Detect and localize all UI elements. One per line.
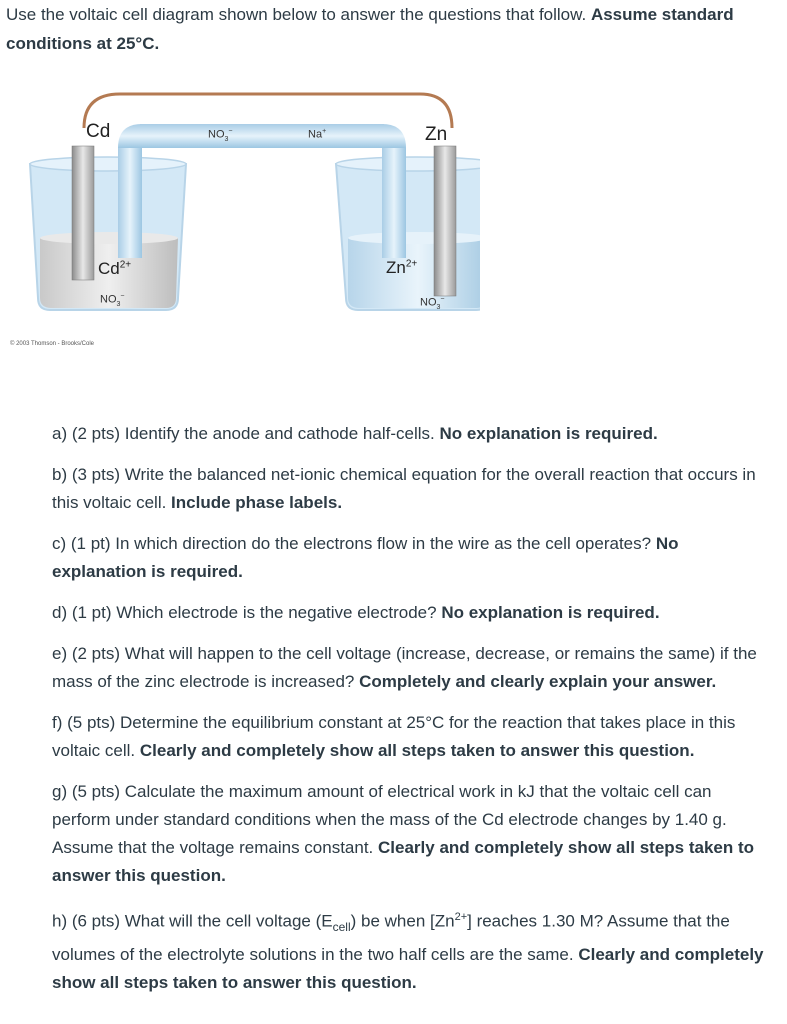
question-c: c) (1 pt) In which direction do the electrons flow in the wire as the cell operates? No explanation is required. bbox=[52, 534, 679, 581]
question-g: g) (5 pts) Calculate the maximum amount of electrical work in kJ that the voltaic cell can perform under standard conditions when the mass of the Cd electrode changes by 1.40 g. Assume that the voltage remains constant. Clearly and completely show all steps taken to answer this question. bbox=[52, 782, 755, 885]
zn-ion-label: $Zn^{2+}$ bbox=[386, 258, 418, 277]
image-credit: © 2003 Thomson - Brooks/Cole bbox=[10, 341, 95, 347]
zn-electrode bbox=[434, 146, 456, 296]
zn-electrode-label: Zn bbox=[425, 124, 448, 145]
voltaic-cell-diagram bbox=[0, 88, 480, 348]
question-h: h) (6 pts) What will the cell voltage $(E_{cell})$ be when $[Zn^{2+}]$ reaches 1.30 M? Assume that the volumes of the electrolyte solutions in the two half cells are the same. Clearly and completely show all steps taken to answer this question. bbox=[52, 911, 764, 993]
cd-electrode-label: Cd bbox=[86, 121, 111, 142]
question-e: e) (2 pts) What will happen to the cell voltage (increase, decrease, or remains the same) if the mass of the zinc electrode is increased? Completely and clearly explain your answer. bbox=[52, 644, 757, 691]
external-wire bbox=[84, 94, 452, 128]
bridge-cation-label: Na+ bbox=[308, 128, 327, 141]
bridge-anion-label: $NO_3^-$ bbox=[208, 128, 233, 143]
question-d: d) (1 pt) Which electrode is the negative electrode? No explanation is required. bbox=[52, 603, 660, 622]
right-nitrate-label: $NO_3^-$ bbox=[420, 296, 445, 311]
cd-electrode bbox=[72, 146, 94, 280]
intro-bold: Assume standard conditions at 25°C. bbox=[6, 5, 734, 53]
intro-paragraph bbox=[6, 0, 776, 58]
intro-text: Use the voltaic cell diagram shown below to answer the questions that follow. bbox=[6, 5, 591, 24]
question-f: f) (5 pts) Determine the equilibrium constant at 25°C for the reaction that takes place in this voltaic cell. Clearly and completely show all steps taken to answer this question. bbox=[52, 713, 736, 760]
question-a: a) (2 pts) Identify the anode and cathode half-cells. No explanation is required. bbox=[52, 424, 658, 443]
question-b: b) (3 pts) Write the balanced net-ionic chemical equation for the overall reaction that occurs in this voltaic cell. Include phase labels. bbox=[52, 465, 756, 512]
questions-list bbox=[52, 420, 772, 1010]
cd-ion-label: $Cd^{2+}$ bbox=[98, 259, 132, 278]
left-nitrate-label: $NO_3^-$ bbox=[100, 293, 125, 308]
